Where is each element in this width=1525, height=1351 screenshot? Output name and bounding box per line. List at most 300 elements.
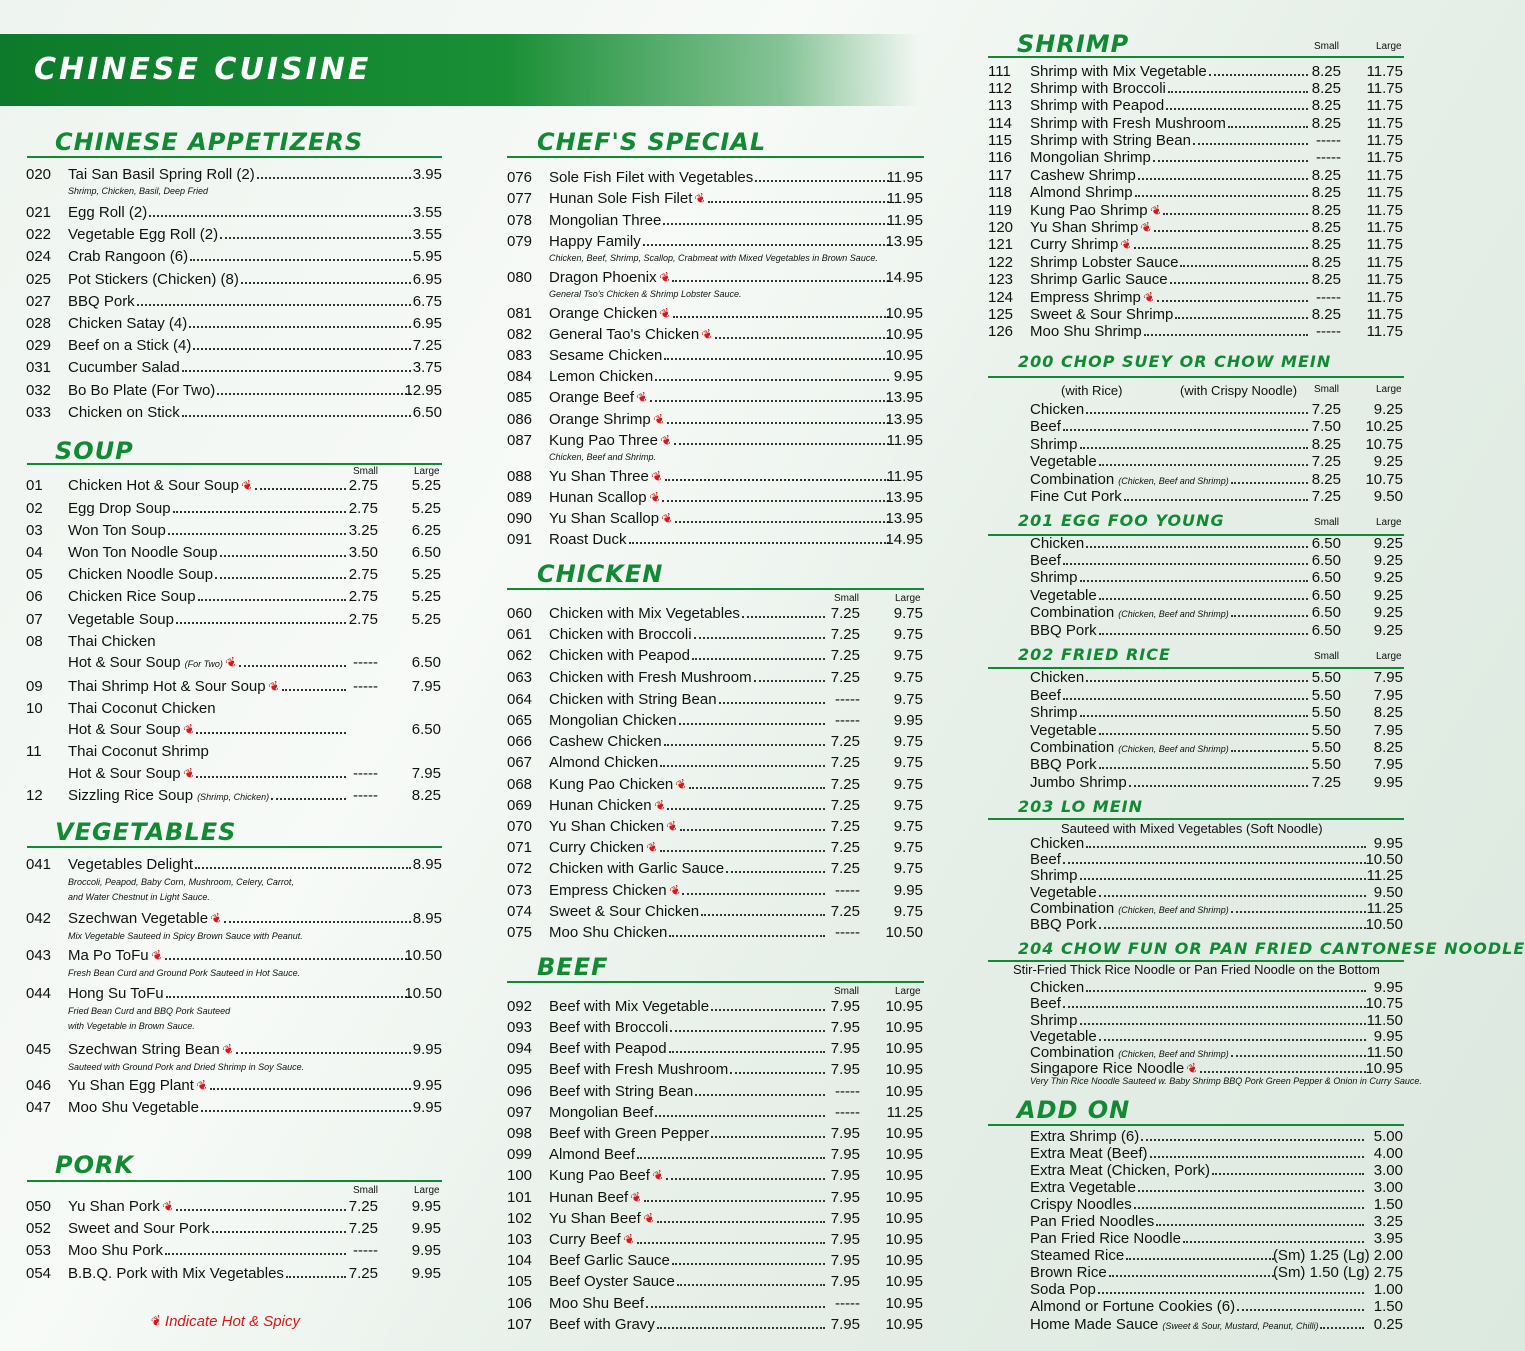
item-price: 10.50 xyxy=(1365,851,1403,868)
section-rule xyxy=(988,818,1404,820)
item-number: 102 xyxy=(507,1210,533,1227)
item-number: 06 xyxy=(26,588,43,605)
item-name-text: Yu Shan Shrimp xyxy=(1030,219,1139,236)
item-price-small: 7.25 xyxy=(348,1265,378,1282)
item-name xyxy=(549,690,717,710)
menu-item xyxy=(26,1219,446,1239)
item-price: 3.25 xyxy=(1373,1213,1403,1230)
item-number: 092 xyxy=(507,998,533,1015)
item-name-text: Fine Cut Pork xyxy=(1030,488,1122,505)
item-price-large: 9.95 xyxy=(893,712,923,729)
item-number: 115 xyxy=(988,132,1012,149)
small-header: Small xyxy=(353,466,379,477)
leader-dots xyxy=(1099,927,1366,929)
menu-item xyxy=(26,1098,446,1118)
item-name xyxy=(549,753,658,773)
item-number: 118 xyxy=(988,184,1012,201)
item-price: 3.75 xyxy=(412,359,442,376)
leader-dots xyxy=(271,798,346,800)
item-description: Chicken, Beef and Shrimp. xyxy=(549,452,657,462)
hot-pepper-icon: ❦ xyxy=(223,653,240,672)
item-name-text: Almond or Fortune Cookies (6) xyxy=(1030,1298,1236,1315)
item-name-text: Hong Su ToFu xyxy=(68,985,164,1002)
item-name-text: Combination xyxy=(1030,739,1115,756)
item-price: 11.95 xyxy=(886,169,923,186)
menu-item xyxy=(26,653,446,673)
menu-item xyxy=(507,467,927,487)
item-name xyxy=(549,668,752,688)
item-price-large: 11.75 xyxy=(1366,271,1403,288)
leader-dots xyxy=(1099,895,1366,897)
item-price: 10.75 xyxy=(1365,995,1403,1012)
item-price-small: 8.25 xyxy=(1311,63,1341,80)
leader-dots xyxy=(1175,317,1308,319)
item-description: with Vegetable in Brown Sauce. xyxy=(68,1021,195,1031)
item-name xyxy=(68,946,163,966)
item-name xyxy=(68,565,213,585)
item-name xyxy=(549,1209,658,1229)
item-name xyxy=(1030,452,1097,472)
item-price: (Sm) 1.50 (Lg) 2.75 xyxy=(1272,1264,1403,1281)
item-name-text: Yu Shan Pork xyxy=(68,1198,160,1215)
item-name xyxy=(68,203,147,223)
leader-dots xyxy=(1157,300,1308,302)
leader-dots xyxy=(1080,715,1308,717)
menu-item xyxy=(507,604,927,624)
item-name xyxy=(68,1219,210,1239)
menu-item xyxy=(988,703,1404,723)
item-price-small: 7.25 xyxy=(830,797,860,814)
item-name-text: Chicken Rice Soup xyxy=(68,588,196,605)
item-name xyxy=(549,775,690,795)
menu-item xyxy=(26,521,446,541)
item-number: 103 xyxy=(507,1231,533,1248)
leader-dots xyxy=(241,282,411,284)
item-price-large: 10.95 xyxy=(885,1252,923,1269)
item-price-large: 11.75 xyxy=(1366,184,1403,201)
leader-dots xyxy=(212,1231,346,1233)
item-price-small: 7.95 xyxy=(830,1252,860,1269)
menu-item xyxy=(26,610,446,630)
item-price-small: ----- xyxy=(835,1083,860,1100)
item-price-small: 6.50 xyxy=(1311,587,1341,604)
item-price-large: 9.75 xyxy=(893,754,923,771)
section-title: BEEF xyxy=(537,953,609,981)
item-number: 113 xyxy=(988,97,1012,114)
leader-dots xyxy=(176,1209,346,1211)
item-name xyxy=(1030,621,1097,641)
item-name-text: Bo Bo Plate (For Two) xyxy=(68,382,216,399)
item-number: 028 xyxy=(26,315,52,332)
item-name-text: Beef xyxy=(1030,552,1061,569)
item-price-large: 11.75 xyxy=(1366,202,1403,219)
section-rule xyxy=(988,56,1404,58)
item-name-text: Combination xyxy=(1030,1044,1115,1061)
item-name xyxy=(549,346,662,366)
menu-item xyxy=(507,796,927,816)
item-number: 052 xyxy=(26,1220,52,1237)
hot-pepper-icon: ❦ xyxy=(1140,288,1158,307)
item-price: 9.95 xyxy=(412,1077,442,1094)
section-title: SHRIMP xyxy=(1017,30,1130,58)
leader-dots xyxy=(1237,1309,1364,1311)
item-name-text: Hunan Beef xyxy=(549,1189,629,1206)
item-name xyxy=(68,247,188,267)
menu-item xyxy=(26,1264,446,1284)
item-name-text: Kung Pao Shrimp xyxy=(1030,202,1148,219)
menu-item xyxy=(26,314,446,334)
leader-dots xyxy=(655,379,889,381)
item-price: 1.50 xyxy=(1373,1196,1403,1213)
menu-item xyxy=(507,625,927,645)
item-price-large: 7.95 xyxy=(1373,669,1403,686)
large-header: Large xyxy=(1376,651,1402,662)
hot-pepper-icon: ❦ xyxy=(664,817,681,836)
menu-item xyxy=(507,1166,927,1186)
item-price-large: 9.25 xyxy=(1373,401,1403,418)
menu-item xyxy=(507,268,927,288)
item-number: 093 xyxy=(507,1019,533,1036)
item-name-text: Beef Oyster Sauce xyxy=(549,1273,675,1290)
item-price-small: 8.25 xyxy=(1311,167,1341,184)
item-note: (Chicken, Beef and Shrimp) xyxy=(1118,744,1229,754)
item-description: Broccoli, Peapod, Baby Corn, Mushroom, Celery, Carrot, xyxy=(68,877,294,887)
leader-dots xyxy=(1144,334,1308,336)
item-price-large: 10.95 xyxy=(885,1316,923,1333)
menu-item xyxy=(26,358,446,378)
item-description: Very Thin Rice Noodle Sauteed w. Baby Shrimp BBQ Pork Green Pepper & Onion in Curry Sauce. xyxy=(1030,1076,1422,1086)
section-rule xyxy=(27,463,442,465)
item-price-small: 8.25 xyxy=(1311,97,1341,114)
item-name-text: Cashew Shrimp xyxy=(1030,167,1136,184)
item-name-text: Chicken with Mix Vegetables xyxy=(549,605,740,622)
leader-dots xyxy=(1099,767,1308,769)
item-description: and Water Chestnut in Light Sauce. xyxy=(68,892,210,902)
item-price: 8.95 xyxy=(412,910,442,927)
item-name-text: Dragon Phoenix xyxy=(549,269,657,286)
item-name xyxy=(549,268,673,288)
item-price-large: 11.75 xyxy=(1366,63,1403,80)
item-price-large: 9.75 xyxy=(893,818,923,835)
section-rule xyxy=(507,981,924,983)
menu-item xyxy=(26,165,446,185)
item-number: 062 xyxy=(507,647,533,664)
item-price-large: 9.75 xyxy=(893,669,923,686)
item-name-text: Kung Pao Chicken xyxy=(549,776,674,793)
hot-pepper-icon: ❦ xyxy=(194,1076,211,1095)
menu-item xyxy=(507,325,927,345)
large-header: Large xyxy=(895,986,921,997)
item-price-large: 10.95 xyxy=(885,1210,923,1227)
item-name xyxy=(549,232,641,252)
item-price: 3.55 xyxy=(412,204,442,221)
menu-item xyxy=(26,247,446,267)
menu-item xyxy=(507,1018,927,1038)
leader-dots xyxy=(1080,580,1308,582)
leader-dots xyxy=(701,914,825,916)
item-price-small: 7.95 xyxy=(830,1273,860,1290)
item-name-text: Combination xyxy=(1030,471,1115,488)
menu-item xyxy=(26,786,446,806)
hot-pepper-icon: ❦ xyxy=(1184,1059,1201,1078)
item-number: 044 xyxy=(26,985,52,1002)
item-number: 075 xyxy=(507,924,533,941)
item-name xyxy=(68,1197,177,1217)
leader-dots xyxy=(166,996,411,998)
item-name-text: Mongolian Three xyxy=(549,212,662,229)
leader-dots xyxy=(694,637,825,639)
leader-dots xyxy=(182,415,411,417)
item-price-large: 5.25 xyxy=(411,500,441,517)
item-price-small: 7.25 xyxy=(830,903,860,920)
item-price-large: 9.50 xyxy=(1373,488,1403,505)
item-price-large: 8.25 xyxy=(1373,739,1403,756)
item-price: 9.95 xyxy=(1373,979,1403,996)
leader-dots xyxy=(1180,265,1308,267)
leader-dots xyxy=(715,337,889,339)
item-name-text: Extra Vegetable xyxy=(1030,1179,1136,1196)
leader-dots xyxy=(730,1072,825,1074)
item-name-text: Sole Fish Filet with Vegetables xyxy=(549,169,754,186)
item-number: 090 xyxy=(507,510,533,527)
menu-item xyxy=(26,225,446,245)
section-rule xyxy=(27,846,442,848)
item-price-small: 7.95 xyxy=(830,1019,860,1036)
leader-dots xyxy=(1193,143,1308,145)
leader-dots xyxy=(754,680,825,682)
item-name-text: BBQ Pork xyxy=(68,293,135,310)
large-header: Large xyxy=(1376,384,1402,395)
item-name xyxy=(549,1251,670,1271)
leader-dots xyxy=(650,400,889,402)
menu-item xyxy=(507,1251,927,1271)
menu-item xyxy=(988,452,1404,472)
item-name xyxy=(549,817,681,837)
leader-dots xyxy=(165,1253,346,1255)
item-number: 076 xyxy=(507,169,533,186)
item-number: 12 xyxy=(26,787,43,804)
leader-dots xyxy=(657,1327,825,1329)
item-number: 065 xyxy=(507,712,533,729)
item-number: 08 xyxy=(26,633,43,650)
leader-dots xyxy=(1228,126,1308,128)
item-name-text: Vegetables Delight xyxy=(68,856,194,873)
item-name-text: Soda Pop xyxy=(1030,1281,1096,1298)
item-number: 01 xyxy=(26,477,43,494)
item-name-text: Beef xyxy=(1030,418,1061,435)
item-price-large: 10.95 xyxy=(885,1083,923,1100)
leader-dots xyxy=(664,744,825,746)
item-name-text: Chicken xyxy=(1030,979,1085,996)
item-price-large: 10.95 xyxy=(885,1040,923,1057)
item-price: 12.95 xyxy=(404,382,442,399)
item-name-text: Pot Stickers (Chicken) (8) xyxy=(68,271,239,288)
item-name xyxy=(549,1103,653,1123)
menu-item xyxy=(26,499,446,519)
item-name-text: Pan Fried Rice Noodle xyxy=(1030,1230,1181,1247)
item-price-small: ----- xyxy=(835,1295,860,1312)
item-name-text: Jumbo Shrimp xyxy=(1030,774,1127,791)
item-price-small: 3.50 xyxy=(348,544,378,561)
menu-item xyxy=(26,764,446,784)
leader-dots xyxy=(195,867,411,869)
item-number: 033 xyxy=(26,404,52,421)
menu-item xyxy=(26,720,446,740)
item-price-small: 8.25 xyxy=(1311,271,1341,288)
item-number: 025 xyxy=(26,271,52,288)
menu-item xyxy=(26,1076,446,1096)
item-price-small: 5.50 xyxy=(1311,669,1341,686)
leader-dots xyxy=(282,689,346,691)
item-name-text: Vegetable Soup xyxy=(68,611,174,628)
item-name xyxy=(549,467,666,487)
item-name-text: Pan Fried Noodles xyxy=(1030,1213,1155,1230)
large-header: Large xyxy=(1376,517,1402,528)
menu-item xyxy=(26,543,446,563)
small-header: Small xyxy=(353,1185,379,1196)
item-name xyxy=(549,1230,638,1250)
item-price: 10.50 xyxy=(1365,916,1403,933)
item-name xyxy=(549,211,661,231)
menu-item xyxy=(26,381,446,401)
item-price: 10.50 xyxy=(404,985,442,1002)
menu-item xyxy=(988,183,1404,203)
leader-dots xyxy=(1099,733,1308,735)
item-name xyxy=(549,488,663,508)
leader-dots xyxy=(1086,546,1308,548)
menu-item xyxy=(507,753,927,773)
item-name-text: Yu Shan Scallop xyxy=(549,510,660,527)
item-price-large: 9.75 xyxy=(893,647,923,664)
item-price-small: 6.50 xyxy=(1311,535,1341,552)
item-number: 029 xyxy=(26,337,52,354)
item-name xyxy=(68,1264,284,1284)
item-name-text: Vegetable Egg Roll (2) xyxy=(68,226,219,243)
item-note: (Chicken, Beef and Shrimp) xyxy=(1118,1049,1229,1059)
item-name-text: Szechwan Vegetable xyxy=(68,910,209,927)
lo-mein-subheading: Sauteed with Mixed Vegetables (Soft Noodle) xyxy=(1061,821,1323,836)
item-price: 4.00 xyxy=(1373,1145,1403,1162)
item-name-text: Curry Beef xyxy=(549,1231,621,1248)
item-price-small: 7.95 xyxy=(830,1167,860,1184)
item-name-text: Moo Shu Chicken xyxy=(549,924,668,941)
item-name-text: Thai Coconut Chicken xyxy=(68,700,216,717)
item-name xyxy=(68,653,240,674)
leader-dots xyxy=(672,280,889,282)
chow-fun-subheading: Stir-Fried Thick Rice Noodle or Pan Fried Noodle on the Bottom xyxy=(1013,962,1380,977)
item-name xyxy=(549,838,661,858)
item-price-small: 7.50 xyxy=(1311,418,1341,435)
item-name-text: Curry Shrimp xyxy=(1030,236,1119,253)
item-price: 11.95 xyxy=(886,190,923,207)
item-price-large: 9.75 xyxy=(893,776,923,793)
item-name-text: Vegetable xyxy=(1030,884,1097,901)
menu-item xyxy=(26,565,446,585)
leader-dots xyxy=(176,622,346,624)
hot-pepper-icon: ❦ xyxy=(208,909,225,928)
menu-item xyxy=(988,755,1404,775)
item-name-text: Yu Shan Chicken xyxy=(549,818,665,835)
item-name xyxy=(549,859,724,879)
item-price: 10.95 xyxy=(885,305,923,322)
item-name xyxy=(68,270,239,290)
large-header: Large xyxy=(895,593,921,604)
section-rule xyxy=(27,156,442,158)
item-name-text: Beef with Green Pepper xyxy=(549,1125,710,1142)
leader-dots xyxy=(1163,213,1308,215)
item-name-text: Shrimp with Broccoli xyxy=(1030,80,1166,97)
leader-dots xyxy=(1099,1039,1366,1041)
menu-item xyxy=(507,646,927,666)
item-name-text: Shrimp Lobster Sauce xyxy=(1030,254,1179,271)
item-price-large: 9.75 xyxy=(893,903,923,920)
item-number: 085 xyxy=(507,389,533,406)
item-name xyxy=(1030,915,1097,935)
item-number: 11 xyxy=(26,743,42,760)
small-header: Small xyxy=(1314,384,1340,395)
item-price: 6.95 xyxy=(412,271,442,288)
menu-item xyxy=(507,1103,927,1123)
item-price: 3.00 xyxy=(1373,1162,1403,1179)
leader-dots xyxy=(1126,1258,1274,1260)
menu-item xyxy=(507,817,927,837)
item-number: 095 xyxy=(507,1061,533,1078)
menu-item xyxy=(507,1039,927,1059)
hot-pepper-icon: ❦ xyxy=(699,325,716,344)
leader-dots xyxy=(669,935,825,937)
item-price-large: 11.75 xyxy=(1366,97,1403,114)
item-number: 067 xyxy=(507,754,533,771)
item-price-small: 7.25 xyxy=(830,647,860,664)
item-name-text: Shrimp xyxy=(1030,1012,1078,1029)
item-price: 5.95 xyxy=(412,248,442,265)
item-name-text: Combination xyxy=(1030,604,1115,621)
leader-dots xyxy=(196,776,346,778)
item-price-large: 9.25 xyxy=(1373,535,1403,552)
item-price-large: 10.95 xyxy=(885,1189,923,1206)
hot-pepper-icon: ❦ xyxy=(180,720,197,739)
hot-pepper-icon: ❦ xyxy=(657,304,674,323)
item-price: 3.55 xyxy=(412,226,442,243)
item-number: 100 xyxy=(507,1167,533,1184)
item-name xyxy=(1030,1297,1235,1317)
item-price-small: 8.25 xyxy=(1311,236,1341,253)
item-price-small: 5.50 xyxy=(1311,756,1341,773)
item-name xyxy=(68,225,218,245)
hot-pepper-icon: ❦ xyxy=(1118,235,1135,254)
menu-item xyxy=(507,923,927,943)
item-price: 11.25 xyxy=(1366,867,1403,884)
item-name-text: Vegetable xyxy=(1030,722,1097,739)
item-name-text: Thai Coconut Shrimp xyxy=(68,743,209,760)
item-price-small: 7.25 xyxy=(830,839,860,856)
item-price-large: 6.50 xyxy=(411,544,441,561)
menu-item xyxy=(507,431,927,451)
item-name-text: Almond Shrimp xyxy=(1030,184,1133,201)
item-name-text: Cashew Chicken xyxy=(549,733,662,750)
item-price: 11.95 xyxy=(886,212,923,229)
leader-dots xyxy=(1231,1055,1366,1057)
leader-dots xyxy=(719,702,825,704)
item-name xyxy=(68,521,166,541)
hot-pepper-icon: ❦ xyxy=(650,410,668,429)
leader-dots xyxy=(670,1030,825,1032)
leader-dots xyxy=(1231,911,1366,913)
item-number: 116 xyxy=(988,149,1012,166)
menu-item xyxy=(507,367,927,387)
item-name-text: Vegetable xyxy=(1030,1028,1097,1045)
item-number: 043 xyxy=(26,947,52,964)
